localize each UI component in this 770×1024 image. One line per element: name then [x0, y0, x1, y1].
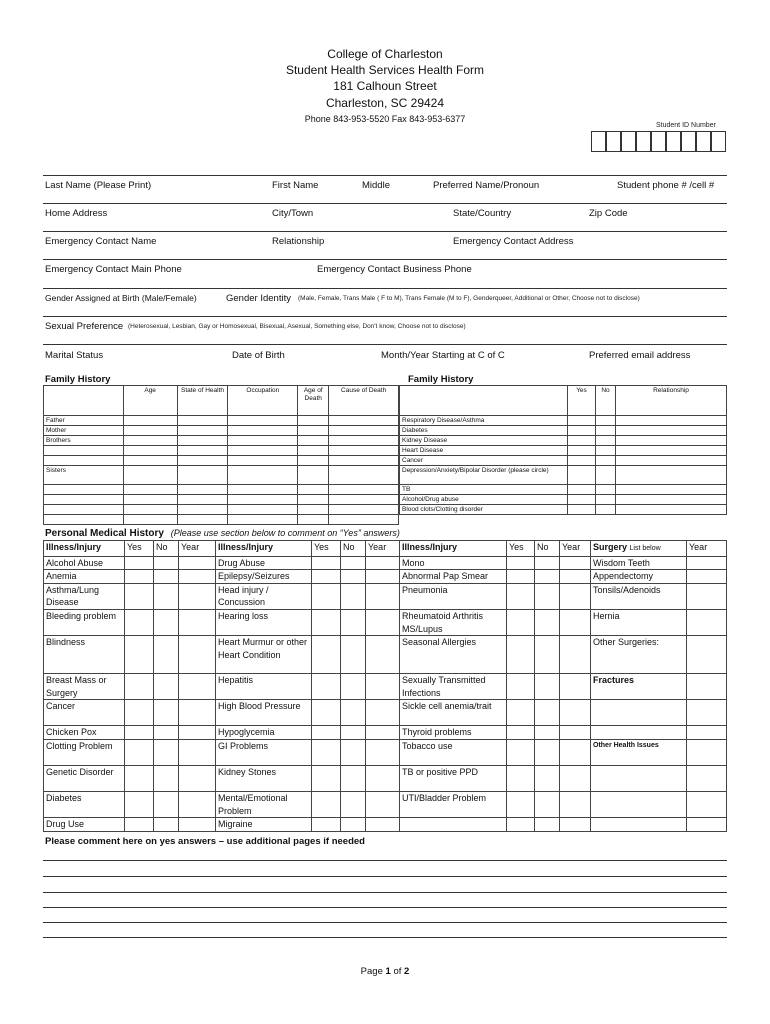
fc-condition: Heart Disease: [400, 446, 568, 456]
yes-cell[interactable]: [507, 818, 535, 832]
year-cell[interactable]: [179, 818, 216, 832]
condition-label: Anemia: [44, 570, 125, 584]
condition-label: [400, 818, 507, 832]
medical-history-row: [44, 556, 727, 570]
yes-cell[interactable]: [312, 609, 341, 635]
city-town-field[interactable]: City/Town: [272, 208, 314, 219]
relationship-field[interactable]: Relationship: [272, 236, 325, 247]
condition-label: [591, 726, 687, 740]
year-cell[interactable]: [560, 636, 591, 674]
condition-label: Drug Abuse: [216, 556, 312, 570]
gender-identity-options: (Male, Female, Trans Male ( F to M), Trans Female (M to F), Genderqueer, Additional or Other, Choose not to disclose): [298, 295, 640, 302]
medical-history-row: [44, 700, 727, 726]
fh-col-state: State of Health: [177, 386, 228, 416]
zip-code-field[interactable]: Zip Code: [589, 208, 628, 219]
no-cell[interactable]: [154, 583, 179, 609]
year-cell[interactable]: [179, 556, 216, 570]
no-cell[interactable]: [535, 609, 560, 635]
no-cell[interactable]: [154, 570, 179, 584]
condition-label: Other Health Issues: [591, 739, 687, 765]
year-cell[interactable]: [560, 726, 591, 740]
year-cell[interactable]: [560, 609, 591, 635]
medical-history-row: [44, 674, 727, 700]
fh-row-label: Father: [44, 416, 124, 426]
comment-line[interactable]: [43, 907, 727, 908]
no-cell[interactable]: [154, 818, 179, 832]
fc-condition: Diabetes: [400, 426, 568, 436]
sexual-preference-options: (Heterosexual, Lesbian, Gay or Homosexual, Bisexual, Asexual, Something else, Don't know, Choose not to disclose): [128, 323, 466, 330]
dob-field[interactable]: Date of Birth: [232, 350, 285, 361]
no-cell[interactable]: [535, 726, 560, 740]
year-cell[interactable]: [560, 556, 591, 570]
year-cell[interactable]: [366, 739, 400, 765]
condition-label: Heart Murmur or other Heart Condition: [216, 636, 312, 674]
condition-label: Migraine: [216, 818, 312, 832]
no-cell[interactable]: [341, 609, 366, 635]
student-id-label: Student ID Number: [656, 122, 716, 129]
medical-history-row: [44, 818, 727, 832]
yes-cell[interactable]: [507, 765, 535, 791]
medical-history-row: [44, 739, 727, 765]
fh-row-label: Brothers: [44, 436, 124, 446]
year-cell[interactable]: [179, 791, 216, 817]
student-phone-field[interactable]: Student phone # /cell #: [617, 180, 715, 191]
condition-label: [591, 700, 687, 726]
condition-label: [591, 791, 687, 817]
year-cell[interactable]: [687, 636, 727, 674]
yes-cell[interactable]: [507, 583, 535, 609]
yes-cell[interactable]: [125, 818, 154, 832]
condition-label: Kidney Stones: [216, 765, 312, 791]
year-cell[interactable]: [687, 765, 727, 791]
state-country-field[interactable]: State/Country: [453, 208, 512, 219]
year-cell[interactable]: [179, 726, 216, 740]
condition-label: Breast Mass or Surgery: [44, 674, 125, 700]
fh-col-occupation: Occupation: [228, 386, 298, 416]
no-cell[interactable]: [535, 700, 560, 726]
yes-cell[interactable]: [125, 570, 154, 584]
condition-label: [591, 818, 687, 832]
ec-main-phone-field[interactable]: Emergency Contact Main Phone: [45, 264, 182, 275]
yes-cell[interactable]: [507, 739, 535, 765]
year-cell[interactable]: [687, 791, 727, 817]
yes-cell[interactable]: [125, 765, 154, 791]
condition-label: Hypoglycemia: [216, 726, 312, 740]
fc-condition: Cancer: [400, 456, 568, 466]
yes-cell[interactable]: [312, 674, 341, 700]
preferred-name-field[interactable]: Preferred Name/Pronoun: [433, 180, 540, 191]
yes-cell[interactable]: [312, 765, 341, 791]
comment-line[interactable]: [43, 892, 727, 893]
yes-cell[interactable]: [125, 700, 154, 726]
no-cell[interactable]: [154, 609, 179, 635]
yes-cell[interactable]: [125, 556, 154, 570]
no-cell[interactable]: [341, 700, 366, 726]
year-cell[interactable]: [687, 818, 727, 832]
condition-label: Mono: [400, 556, 507, 570]
year-cell[interactable]: [687, 583, 727, 609]
year-cell[interactable]: [687, 570, 727, 584]
yes-cell[interactable]: [312, 739, 341, 765]
family-history-title: Family History: [45, 374, 111, 385]
middle-name-field[interactable]: Middle: [362, 180, 390, 191]
fh-col-cause: Cause of Death: [329, 386, 399, 416]
condition-label: Asthma/Lung Disease: [44, 583, 125, 609]
no-cell[interactable]: [154, 636, 179, 674]
ec-business-phone-field[interactable]: Emergency Contact Business Phone: [317, 264, 472, 275]
condition-label: Mental/Emotional Problem: [216, 791, 312, 817]
family-history-table: [43, 385, 399, 525]
condition-label: Sexually Transmitted Infections: [400, 674, 507, 700]
condition-label: Epilepsy/Seizures: [216, 570, 312, 584]
fh-col-age: Age: [123, 386, 177, 416]
email-field[interactable]: Preferred email address: [589, 350, 691, 361]
year-cell[interactable]: [687, 674, 727, 700]
no-cell[interactable]: [341, 674, 366, 700]
yes-cell[interactable]: [125, 791, 154, 817]
year-cell[interactable]: [366, 791, 400, 817]
condition-label: Hepatitis: [216, 674, 312, 700]
year-cell[interactable]: [560, 674, 591, 700]
pm-col-no-2: No: [341, 541, 366, 557]
year-cell[interactable]: [560, 765, 591, 791]
condition-label: Wisdom Teeth: [591, 556, 687, 570]
condition-label: Fractures: [591, 674, 687, 700]
medical-history-row: [44, 765, 727, 791]
yes-cell[interactable]: [507, 570, 535, 584]
yes-cell[interactable]: [312, 791, 341, 817]
no-cell[interactable]: [535, 739, 560, 765]
ec-address-field[interactable]: Emergency Contact Address: [453, 236, 574, 247]
last-name-field[interactable]: Last Name (Please Print): [45, 180, 152, 191]
no-cell[interactable]: [535, 791, 560, 817]
yes-cell[interactable]: [312, 818, 341, 832]
condition-label: Clotting Problem: [44, 739, 125, 765]
yes-cell[interactable]: [125, 609, 154, 635]
comments-label: Please comment here on yes answers – use additional pages if needed: [45, 836, 365, 847]
yes-cell[interactable]: [312, 583, 341, 609]
yes-cell[interactable]: [507, 674, 535, 700]
condition-label: Abnormal Pap Smear: [400, 570, 507, 584]
year-cell[interactable]: [366, 674, 400, 700]
fc-condition: Kidney Disease: [400, 436, 568, 446]
medical-history-row: [44, 583, 727, 609]
year-cell[interactable]: [366, 726, 400, 740]
pm-col-year-1: Year: [179, 541, 216, 557]
no-cell[interactable]: [154, 726, 179, 740]
family-history-right-title: Family History: [408, 374, 474, 385]
family-conditions-table: [399, 385, 727, 515]
year-cell[interactable]: [179, 636, 216, 674]
year-cell[interactable]: [179, 570, 216, 584]
condition-label: Tonsils/Adenoids: [591, 583, 687, 609]
condition-label: Genetic Disorder: [44, 765, 125, 791]
medical-history-row: [44, 726, 727, 740]
first-name-field[interactable]: First Name: [272, 180, 319, 191]
medical-history-row: [44, 570, 727, 584]
year-cell[interactable]: [560, 570, 591, 584]
personal-medical-table: [43, 540, 727, 832]
yes-cell[interactable]: [125, 583, 154, 609]
phone-fax: Phone 843-953-5520 Fax 843-953-6377: [304, 114, 466, 124]
no-cell[interactable]: [154, 700, 179, 726]
yes-cell[interactable]: [507, 791, 535, 817]
pm-col-surgery-note: List below: [629, 545, 661, 552]
pm-col-no-3: No: [535, 541, 560, 557]
form-title: Student Health Services Health Form: [285, 63, 485, 77]
personal-history-title: Personal Medical History: [45, 528, 164, 539]
no-cell[interactable]: [341, 791, 366, 817]
comment-line[interactable]: [43, 876, 727, 877]
no-cell[interactable]: [535, 636, 560, 674]
no-cell[interactable]: [341, 636, 366, 674]
no-cell[interactable]: [341, 765, 366, 791]
no-cell[interactable]: [341, 556, 366, 570]
fc-col-yes: Yes: [568, 386, 596, 416]
no-cell[interactable]: [535, 556, 560, 570]
condition-label: [591, 765, 687, 791]
yes-cell[interactable]: [312, 636, 341, 674]
fc-condition: TB: [400, 485, 568, 495]
no-cell[interactable]: [535, 765, 560, 791]
condition-label: TB or positive PPD: [400, 765, 507, 791]
sexual-preference-field[interactable]: Sexual Preference: [45, 321, 124, 332]
pm-col-year-3: Year: [560, 541, 591, 557]
condition-label: Chicken Pox: [44, 726, 125, 740]
no-cell[interactable]: [154, 556, 179, 570]
year-cell[interactable]: [560, 739, 591, 765]
fh-row-label: Mother: [44, 426, 124, 436]
yes-cell[interactable]: [312, 700, 341, 726]
fc-condition: Blood clots/Clotting disorder: [400, 505, 568, 515]
no-cell[interactable]: [154, 739, 179, 765]
yes-cell[interactable]: [312, 556, 341, 570]
condition-label: Tobacco use: [400, 739, 507, 765]
pm-col-yes-1: Yes: [125, 541, 154, 557]
year-cell[interactable]: [366, 636, 400, 674]
condition-label: Rheumatoid Arthritis MS/Lupus: [400, 609, 507, 635]
condition-label: Appendectomy: [591, 570, 687, 584]
no-cell[interactable]: [154, 674, 179, 700]
yes-cell[interactable]: [125, 636, 154, 674]
year-cell[interactable]: [366, 609, 400, 635]
pm-col-illness-2: Illness/Injury: [216, 541, 312, 557]
year-cell[interactable]: [687, 700, 727, 726]
fh-col-age-death: Age of Death: [298, 386, 329, 416]
condition-label: Diabetes: [44, 791, 125, 817]
no-cell[interactable]: [341, 818, 366, 832]
year-cell[interactable]: [366, 583, 400, 609]
gender-identity-field[interactable]: Gender Identity: [226, 293, 291, 304]
pm-col-no-1: No: [154, 541, 179, 557]
no-cell[interactable]: [341, 583, 366, 609]
condition-label: Blindness: [44, 636, 125, 674]
year-cell[interactable]: [366, 570, 400, 584]
no-cell[interactable]: [341, 570, 366, 584]
pm-col-illness-1: Illness/Injury: [44, 541, 125, 557]
condition-label: Head injury / Concussion: [216, 583, 312, 609]
personal-history-note: (Please use section below to comment on “Yes” answers): [170, 528, 400, 538]
no-cell[interactable]: [535, 583, 560, 609]
condition-label: Alcohol Abuse: [44, 556, 125, 570]
condition-label: Drug Use: [44, 818, 125, 832]
pm-col-yes-3: Yes: [507, 541, 535, 557]
no-cell[interactable]: [341, 739, 366, 765]
start-month-year-field[interactable]: Month/Year Starting at C of C: [381, 350, 505, 361]
yes-cell[interactable]: [507, 556, 535, 570]
gender-birth-field[interactable]: Gender Assigned at Birth (Male/Female): [45, 293, 197, 303]
yes-cell[interactable]: [507, 609, 535, 635]
condition-label: Hearing loss: [216, 609, 312, 635]
medical-history-row: [44, 636, 727, 674]
year-cell[interactable]: [366, 818, 400, 832]
year-cell[interactable]: [179, 674, 216, 700]
condition-label: Bleeding problem: [44, 609, 125, 635]
condition-label: Seasonal Allergies: [400, 636, 507, 674]
pm-col-illness-3: Illness/Injury: [400, 541, 507, 557]
year-cell[interactable]: [687, 609, 727, 635]
condition-label: Other Surgeries:: [591, 636, 687, 674]
yes-cell[interactable]: [125, 674, 154, 700]
yes-cell[interactable]: [507, 700, 535, 726]
year-cell[interactable]: [560, 700, 591, 726]
college-name: College of Charleston: [327, 47, 443, 61]
condition-label: High Blood Pressure: [216, 700, 312, 726]
ec-name-field[interactable]: Emergency Contact Name: [45, 236, 157, 247]
yes-cell[interactable]: [312, 726, 341, 740]
no-cell[interactable]: [535, 818, 560, 832]
no-cell[interactable]: [154, 765, 179, 791]
fc-col-relationship: Relationship: [616, 386, 727, 416]
year-cell[interactable]: [687, 739, 727, 765]
no-cell[interactable]: [535, 674, 560, 700]
year-cell[interactable]: [560, 583, 591, 609]
year-cell[interactable]: [366, 556, 400, 570]
medical-history-row: [44, 609, 727, 635]
year-cell[interactable]: [687, 556, 727, 570]
yes-cell[interactable]: [125, 726, 154, 740]
year-cell[interactable]: [179, 700, 216, 726]
year-cell[interactable]: [687, 726, 727, 740]
fc-col-no: No: [596, 386, 616, 416]
year-cell[interactable]: [179, 609, 216, 635]
condition-label: UTI/Bladder Problem: [400, 791, 507, 817]
fc-condition: Depression/Anxiety/Bipolar Disorder (please circle): [400, 466, 568, 485]
condition-label: Hernia: [591, 609, 687, 635]
city-address: Charleston, SC 29424: [325, 96, 445, 110]
condition-label: Thyroid problems: [400, 726, 507, 740]
page-number: Page 1 of 2: [360, 966, 410, 977]
no-cell[interactable]: [535, 570, 560, 584]
year-cell[interactable]: [560, 791, 591, 817]
condition-label: GI Problems: [216, 739, 312, 765]
pm-col-year-4: Year: [687, 541, 727, 557]
no-cell[interactable]: [341, 726, 366, 740]
medical-history-row: [44, 791, 727, 817]
year-cell[interactable]: [179, 765, 216, 791]
year-cell[interactable]: [179, 583, 216, 609]
home-address-field[interactable]: Home Address: [45, 208, 108, 219]
condition-label: Cancer: [44, 700, 125, 726]
yes-cell[interactable]: [312, 570, 341, 584]
pm-col-yes-2: Yes: [312, 541, 341, 557]
year-cell[interactable]: [366, 765, 400, 791]
fc-condition: Alcohol/Drug abuse: [400, 495, 568, 505]
fh-row-label: Sisters: [44, 466, 124, 485]
comment-line[interactable]: [43, 937, 727, 938]
pm-col-surgery: Surgery: [593, 542, 628, 552]
yes-cell[interactable]: [507, 726, 535, 740]
fc-condition: Respiratory Disease/Asthma: [400, 416, 568, 426]
yes-cell[interactable]: [507, 636, 535, 674]
pm-col-year-2: Year: [366, 541, 400, 557]
comment-line[interactable]: [43, 922, 727, 923]
marital-status-field[interactable]: Marital Status: [45, 350, 104, 361]
no-cell[interactable]: [154, 791, 179, 817]
street-address: 181 Calhoun Street: [333, 79, 437, 93]
condition-label: Pneumonia: [400, 583, 507, 609]
year-cell[interactable]: [560, 818, 591, 832]
comment-line[interactable]: [43, 860, 727, 861]
year-cell[interactable]: [366, 700, 400, 726]
yes-cell[interactable]: [125, 739, 154, 765]
year-cell[interactable]: [179, 739, 216, 765]
condition-label: Sickle cell anemia/trait: [400, 700, 507, 726]
